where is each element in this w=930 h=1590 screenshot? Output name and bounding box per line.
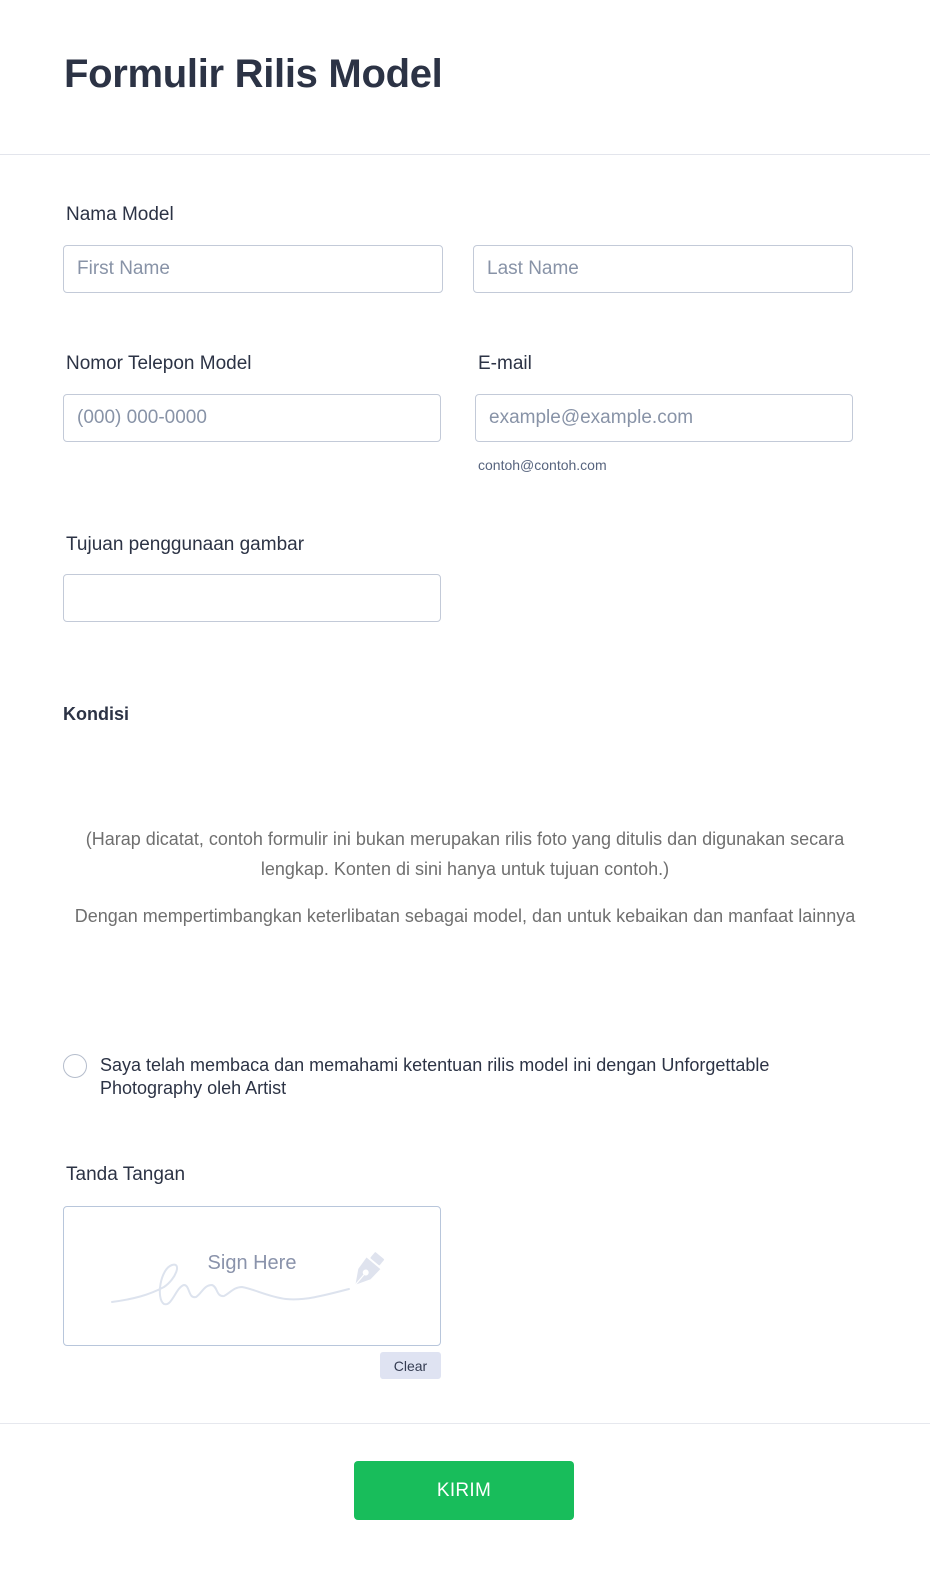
- signature-pad[interactable]: [63, 1206, 441, 1346]
- clear-signature-button[interactable]: Clear: [380, 1352, 441, 1379]
- phone-label: Nomor Telepon Model: [66, 353, 252, 374]
- conditions-paragraph-1: (Harap dicatat, contoh formulir ini bukan merupakan rilis foto yang ditulis dan digunakan secara lengkap. Konten di sini hanya untuk tujuan contoh.): [85, 829, 845, 879]
- footer-divider: [0, 1423, 930, 1424]
- email-input[interactable]: [475, 394, 853, 442]
- signature-label: Tanda Tangan: [66, 1164, 186, 1185]
- name-label: Nama Model: [66, 204, 174, 225]
- submit-button[interactable]: KIRIM: [354, 1461, 574, 1520]
- phone-input[interactable]: [63, 394, 441, 442]
- agreement-radio[interactable]: [63, 1054, 87, 1078]
- signature-placeholder: Sign Here: [207, 1252, 297, 1274]
- last-name-input[interactable]: [473, 245, 853, 293]
- first-name-input[interactable]: [63, 245, 443, 293]
- conditions-paragraph-2: Dengan mempertimbangkan keterlibatan sebagai model, dan untuk kebaikan dan manfaat lainnya: [74, 906, 856, 926]
- email-sublabel: contoh@contoh.com: [478, 457, 607, 473]
- email-label: E-mail: [478, 353, 532, 374]
- conditions-heading: Kondisi: [63, 704, 129, 724]
- page-title: Formulir Rilis Model: [64, 52, 443, 96]
- form-header: [0, 0, 930, 155]
- agreement-label[interactable]: Saya telah membaca dan memahami ketentuan rilis model ini dengan Unforgettable Photography oleh Artist: [100, 1055, 770, 1098]
- agreement-option[interactable]: [63, 1054, 863, 1100]
- purpose-label: Tujuan penggunaan gambar: [66, 534, 305, 555]
- purpose-input[interactable]: [63, 574, 441, 622]
